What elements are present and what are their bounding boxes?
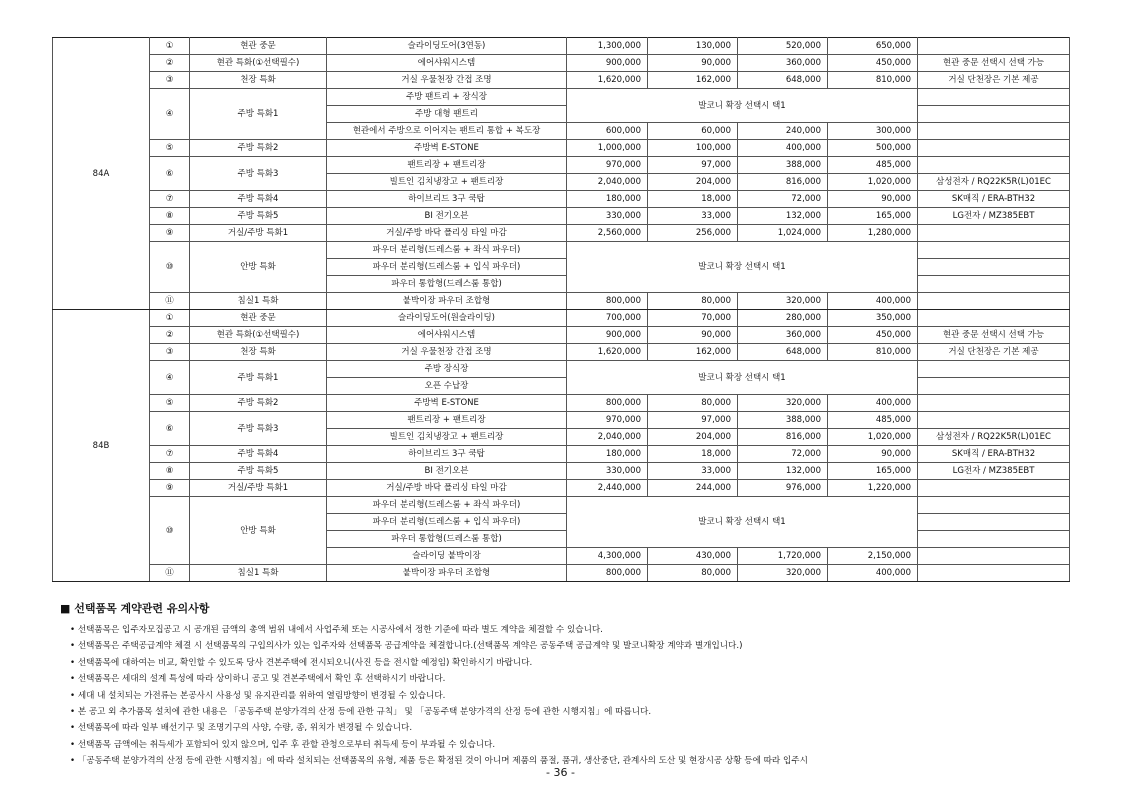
item-number: ⑧ bbox=[150, 208, 190, 225]
remark: 삼성전자 / RQ22K5R(L)01EC bbox=[918, 174, 1070, 191]
price-balance: 165,000 bbox=[828, 208, 918, 225]
price-middle: 320,000 bbox=[738, 293, 828, 310]
price-balance: 400,000 bbox=[828, 565, 918, 582]
remark bbox=[918, 225, 1070, 242]
price-deposit: 162,000 bbox=[648, 344, 738, 361]
price-balance: 350,000 bbox=[828, 310, 918, 327]
price-deposit: 204,000 bbox=[648, 429, 738, 446]
table-row bbox=[53, 225, 1070, 242]
price-total: 4,300,000 bbox=[567, 548, 648, 565]
price-total: 2,040,000 bbox=[567, 174, 648, 191]
price-middle: 240,000 bbox=[738, 123, 828, 140]
price-middle: 72,000 bbox=[738, 191, 828, 208]
price-total: 900,000 bbox=[567, 55, 648, 72]
table-row bbox=[53, 89, 1070, 106]
item-category: 주방 특화5 bbox=[190, 463, 327, 480]
price-deposit: 90,000 bbox=[648, 55, 738, 72]
item-category: 거실/주방 특화1 bbox=[190, 225, 327, 242]
price-middle: 360,000 bbox=[738, 327, 828, 344]
item-detail: 파우더 분리형(드레스룸 + 좌식 파우더) bbox=[327, 497, 567, 514]
price-middle: 388,000 bbox=[738, 412, 828, 429]
price-balance: 400,000 bbox=[828, 395, 918, 412]
price-middle: 520,000 bbox=[738, 38, 828, 55]
note-item: • 선택품목은 입주자모집공고 시 공개된 금액의 총액 범위 내에서 사업주체 또는 시공사에서 정한 기준에 따라 별도 계약을 체결할 수 있습니다. bbox=[70, 622, 1070, 638]
price-total: 180,000 bbox=[567, 446, 648, 463]
price-deposit: 256,000 bbox=[648, 225, 738, 242]
item-category: 주방 특화2 bbox=[190, 395, 327, 412]
item-detail: 슬라이딩도어(원슬라이딩) bbox=[327, 310, 567, 327]
remark bbox=[918, 157, 1070, 174]
note-item: • 선택품목에 대하여는 비교, 확인할 수 있도록 당사 견본주택에 전시되오니(사진 등을 전시할 예정임) 확인하시기 바랍니다. bbox=[70, 655, 1070, 671]
item-category: 현관 중문 bbox=[190, 38, 327, 55]
item-number: ⑩ bbox=[150, 497, 190, 565]
table-row bbox=[53, 55, 1070, 72]
notes-title: ■ 선택품목 계약관련 유의사항 bbox=[60, 602, 210, 615]
table-row bbox=[53, 412, 1070, 429]
remark bbox=[918, 123, 1070, 140]
price-deposit: 80,000 bbox=[648, 293, 738, 310]
price-middle: 388,000 bbox=[738, 157, 828, 174]
item-number: ④ bbox=[150, 89, 190, 140]
item-detail: 팬트리장 + 팬트리장 bbox=[327, 412, 567, 429]
item-detail: BI 전기오븐 bbox=[327, 208, 567, 225]
price-middle: 72,000 bbox=[738, 446, 828, 463]
table-row bbox=[53, 327, 1070, 344]
note-item: • 선택품목에 따라 일부 배선기구 및 조명기구의 사양, 수량, 종, 위치가 변경될 수 있습니다. bbox=[70, 720, 1070, 736]
remark bbox=[918, 293, 1070, 310]
item-category: 침실1 특화 bbox=[190, 293, 327, 310]
price-balance: 650,000 bbox=[828, 38, 918, 55]
balcony-note: 발코니 확장 선택시 택1 bbox=[567, 89, 918, 123]
remark: SK매직 / ERA-BTH32 bbox=[918, 191, 1070, 208]
remark: LG전자 / MZ385EBT bbox=[918, 463, 1070, 480]
item-category: 현관 특화(①선택필수) bbox=[190, 327, 327, 344]
price-deposit: 33,000 bbox=[648, 463, 738, 480]
price-total: 2,440,000 bbox=[567, 480, 648, 497]
item-number: ⑦ bbox=[150, 191, 190, 208]
price-balance: 300,000 bbox=[828, 123, 918, 140]
price-middle: 1,024,000 bbox=[738, 225, 828, 242]
item-number: ⑧ bbox=[150, 463, 190, 480]
price-balance: 1,020,000 bbox=[828, 429, 918, 446]
price-total: 800,000 bbox=[567, 565, 648, 582]
item-detail: 슬라이딩 붙박이장 bbox=[327, 548, 567, 565]
price-deposit: 100,000 bbox=[648, 140, 738, 157]
item-category: 주방 특화3 bbox=[190, 412, 327, 446]
item-detail: 주방 팬트리 + 장식장 bbox=[327, 89, 567, 106]
note-item: • 선택품목은 주택공급계약 체결 시 선택품목의 구입의사가 있는 입주자와 선택품목 공급계약을 체결합니다.(선택품목 계약은 공동주택 공급계약 및 발코니확장 계약과 별개입니다.) bbox=[70, 638, 1070, 654]
price-middle: 132,000 bbox=[738, 208, 828, 225]
table-row bbox=[53, 140, 1070, 157]
price-total: 330,000 bbox=[567, 208, 648, 225]
price-deposit: 18,000 bbox=[648, 191, 738, 208]
page-number: - 36 - bbox=[546, 766, 575, 779]
remark bbox=[918, 361, 1070, 378]
item-detail: 에어샤워시스템 bbox=[327, 327, 567, 344]
price-middle: 648,000 bbox=[738, 344, 828, 361]
note-item: • 선택품목은 세대의 설계 특성에 따라 상이하니 공고 및 견본주택에서 확인 후 선택하시기 바랍니다. bbox=[70, 671, 1070, 687]
table-row bbox=[53, 446, 1070, 463]
remark bbox=[918, 378, 1070, 395]
price-middle: 320,000 bbox=[738, 565, 828, 582]
item-category: 침실1 특화 bbox=[190, 565, 327, 582]
price-total: 1,620,000 bbox=[567, 344, 648, 361]
table-row bbox=[53, 480, 1070, 497]
item-detail: 빌트인 김치냉장고 + 팬트리장 bbox=[327, 174, 567, 191]
item-category: 주방 특화1 bbox=[190, 89, 327, 140]
table-row bbox=[53, 565, 1070, 582]
item-detail: BI 전기오븐 bbox=[327, 463, 567, 480]
item-number: ① bbox=[150, 310, 190, 327]
item-category: 천장 특화 bbox=[190, 344, 327, 361]
item-detail: 빌트인 김치냉장고 + 팬트리장 bbox=[327, 429, 567, 446]
price-middle: 400,000 bbox=[738, 140, 828, 157]
table-row bbox=[53, 395, 1070, 412]
price-balance: 400,000 bbox=[828, 293, 918, 310]
item-detail: 붙박이장 파우더 조합형 bbox=[327, 565, 567, 582]
price-middle: 1,720,000 bbox=[738, 548, 828, 565]
remark: SK매직 / ERA-BTH32 bbox=[918, 446, 1070, 463]
price-balance: 810,000 bbox=[828, 72, 918, 89]
remark: 현관 중문 선택시 선택 가능 bbox=[918, 55, 1070, 72]
item-detail: 파우더 통합형(드레스룸 통합) bbox=[327, 276, 567, 293]
remark bbox=[918, 565, 1070, 582]
item-category: 현관 특화(①선택필수) bbox=[190, 55, 327, 72]
unit-type: 84A bbox=[53, 38, 150, 310]
price-middle: 320,000 bbox=[738, 395, 828, 412]
item-detail: 거실 우물천장 간접 조명 bbox=[327, 344, 567, 361]
price-balance: 450,000 bbox=[828, 55, 918, 72]
remark bbox=[918, 38, 1070, 55]
price-deposit: 90,000 bbox=[648, 327, 738, 344]
table-row bbox=[53, 310, 1070, 327]
item-detail: 슬라이딩도어(3연동) bbox=[327, 38, 567, 55]
item-number: ④ bbox=[150, 361, 190, 395]
item-category: 안방 특화 bbox=[190, 497, 327, 565]
table-row bbox=[53, 463, 1070, 480]
remark bbox=[918, 514, 1070, 531]
table-row bbox=[53, 293, 1070, 310]
item-detail: 하이브리드 3구 쿡탑 bbox=[327, 446, 567, 463]
remark bbox=[918, 310, 1070, 327]
note-item: • 세대 내 설치되는 가전류는 본공사시 사용성 및 유지관리를 위하여 열림방향이 변경될 수 있습니다. bbox=[70, 688, 1070, 704]
remark: 삼성전자 / RQ22K5R(L)01EC bbox=[918, 429, 1070, 446]
balcony-note: 발코니 확장 선택시 택1 bbox=[567, 361, 918, 395]
price-total: 900,000 bbox=[567, 327, 648, 344]
table-row bbox=[53, 497, 1070, 514]
item-detail: 파우더 통합형(드레스룸 통합) bbox=[327, 531, 567, 548]
item-number: ⑪ bbox=[150, 565, 190, 582]
item-detail: 파우더 분리형(드레스룸 + 좌식 파우더) bbox=[327, 242, 567, 259]
item-number: ⑤ bbox=[150, 140, 190, 157]
item-category: 안방 특화 bbox=[190, 242, 327, 293]
note-item: • 「공동주택 분양가격의 산정 등에 관한 시행지침」에 따라 설치되는 선택품목의 유형, 제품 등은 확정된 것이 아니며 제품의 품절, 품귀, 생산중단, 관계사의 도산 및 현장시공 상황 등에 따라 입주시 bbox=[70, 753, 1070, 769]
price-deposit: 70,000 bbox=[648, 310, 738, 327]
remark bbox=[918, 548, 1070, 565]
item-detail: 거실/주방 바닥 폴리싱 타일 마감 bbox=[327, 480, 567, 497]
item-number: ① bbox=[150, 38, 190, 55]
price-deposit: 430,000 bbox=[648, 548, 738, 565]
item-detail: 붙박이장 파우더 조합형 bbox=[327, 293, 567, 310]
remark bbox=[918, 497, 1070, 514]
table-row bbox=[53, 191, 1070, 208]
price-balance: 500,000 bbox=[828, 140, 918, 157]
price-balance: 485,000 bbox=[828, 412, 918, 429]
item-detail: 거실 우물천장 간접 조명 bbox=[327, 72, 567, 89]
remark bbox=[918, 242, 1070, 259]
price-deposit: 60,000 bbox=[648, 123, 738, 140]
item-number: ③ bbox=[150, 344, 190, 361]
remark bbox=[918, 276, 1070, 293]
price-deposit: 162,000 bbox=[648, 72, 738, 89]
price-deposit: 97,000 bbox=[648, 412, 738, 429]
table-row bbox=[53, 208, 1070, 225]
item-number: ⑤ bbox=[150, 395, 190, 412]
item-category: 거실/주방 특화1 bbox=[190, 480, 327, 497]
remark: 현관 중문 선택시 선택 가능 bbox=[918, 327, 1070, 344]
item-number: ⑪ bbox=[150, 293, 190, 310]
item-number: ② bbox=[150, 55, 190, 72]
item-detail: 주방 대형 팬트리 bbox=[327, 106, 567, 123]
item-detail: 주방 장식장 bbox=[327, 361, 567, 378]
item-category: 주방 특화4 bbox=[190, 191, 327, 208]
price-total: 800,000 bbox=[567, 395, 648, 412]
table-row bbox=[53, 344, 1070, 361]
price-deposit: 18,000 bbox=[648, 446, 738, 463]
price-deposit: 80,000 bbox=[648, 565, 738, 582]
item-detail: 현관에서 주방으로 이어지는 팬트리 통합 + 복도장 bbox=[327, 123, 567, 140]
unit-type: 84B bbox=[53, 310, 150, 582]
item-number: ② bbox=[150, 327, 190, 344]
item-number: ⑨ bbox=[150, 480, 190, 497]
remark bbox=[918, 89, 1070, 106]
price-total: 700,000 bbox=[567, 310, 648, 327]
table-row bbox=[53, 361, 1070, 378]
remark bbox=[918, 480, 1070, 497]
item-detail: 에어샤워시스템 bbox=[327, 55, 567, 72]
remark: 거실 단천장은 기본 제공 bbox=[918, 344, 1070, 361]
price-balance: 810,000 bbox=[828, 344, 918, 361]
contract-notes bbox=[60, 600, 1070, 770]
price-balance: 2,150,000 bbox=[828, 548, 918, 565]
item-detail: 오픈 수납장 bbox=[327, 378, 567, 395]
item-number: ③ bbox=[150, 72, 190, 89]
price-deposit: 80,000 bbox=[648, 395, 738, 412]
table-row bbox=[53, 242, 1070, 259]
note-item: • 선택품목 금액에는 취득세가 포함되어 있지 않으며, 입주 후 관할 관청으로부터 취득세 등이 부과될 수 있습니다. bbox=[70, 737, 1070, 753]
price-total: 1,000,000 bbox=[567, 140, 648, 157]
price-total: 800,000 bbox=[567, 293, 648, 310]
price-deposit: 97,000 bbox=[648, 157, 738, 174]
price-balance: 1,280,000 bbox=[828, 225, 918, 242]
remark: LG전자 / MZ385EBT bbox=[918, 208, 1070, 225]
option-table-body bbox=[53, 38, 1070, 582]
price-middle: 132,000 bbox=[738, 463, 828, 480]
item-category: 주방 특화5 bbox=[190, 208, 327, 225]
price-deposit: 244,000 bbox=[648, 480, 738, 497]
item-detail: 팬트리장 + 팬트리장 bbox=[327, 157, 567, 174]
item-detail: 거실/주방 바닥 폴리싱 타일 마감 bbox=[327, 225, 567, 242]
price-total: 970,000 bbox=[567, 157, 648, 174]
balcony-note: 발코니 확장 선택시 택1 bbox=[567, 242, 918, 293]
table-row bbox=[53, 72, 1070, 89]
price-balance: 485,000 bbox=[828, 157, 918, 174]
notes-list bbox=[60, 622, 1070, 770]
remark bbox=[918, 259, 1070, 276]
price-middle: 816,000 bbox=[738, 429, 828, 446]
price-balance: 165,000 bbox=[828, 463, 918, 480]
price-middle: 976,000 bbox=[738, 480, 828, 497]
price-total: 600,000 bbox=[567, 123, 648, 140]
price-balance: 1,220,000 bbox=[828, 480, 918, 497]
item-detail: 주방벽 E-STONE bbox=[327, 395, 567, 412]
remark bbox=[918, 412, 1070, 429]
item-number: ⑨ bbox=[150, 225, 190, 242]
item-category: 주방 특화1 bbox=[190, 361, 327, 395]
price-total: 180,000 bbox=[567, 191, 648, 208]
item-detail: 하이브리드 3구 쿡탑 bbox=[327, 191, 567, 208]
price-total: 1,300,000 bbox=[567, 38, 648, 55]
price-total: 330,000 bbox=[567, 463, 648, 480]
price-deposit: 204,000 bbox=[648, 174, 738, 191]
price-total: 2,560,000 bbox=[567, 225, 648, 242]
price-total: 970,000 bbox=[567, 412, 648, 429]
price-total: 1,620,000 bbox=[567, 72, 648, 89]
price-middle: 648,000 bbox=[738, 72, 828, 89]
price-balance: 90,000 bbox=[828, 191, 918, 208]
remark bbox=[918, 395, 1070, 412]
remark bbox=[918, 531, 1070, 548]
price-middle: 280,000 bbox=[738, 310, 828, 327]
price-balance: 450,000 bbox=[828, 327, 918, 344]
price-balance: 90,000 bbox=[828, 446, 918, 463]
remark: 거실 단천장은 기본 제공 bbox=[918, 72, 1070, 89]
item-number: ⑥ bbox=[150, 157, 190, 191]
item-number: ⑦ bbox=[150, 446, 190, 463]
price-middle: 816,000 bbox=[738, 174, 828, 191]
item-category: 주방 특화4 bbox=[190, 446, 327, 463]
item-number: ⑥ bbox=[150, 412, 190, 446]
remark bbox=[918, 140, 1070, 157]
remark bbox=[918, 106, 1070, 123]
note-item: • 본 공고 외 추가품목 설치에 관한 내용은 「공동주택 분양가격의 산정 등에 관한 규칙」 및 「공동주택 분양가격의 산정 등에 관한 시행지침」에 따릅니다. bbox=[70, 704, 1070, 720]
item-category: 현관 중문 bbox=[190, 310, 327, 327]
item-category: 주방 특화2 bbox=[190, 140, 327, 157]
price-balance: 1,020,000 bbox=[828, 174, 918, 191]
option-price-table bbox=[52, 37, 1070, 582]
item-number: ⑩ bbox=[150, 242, 190, 293]
price-deposit: 33,000 bbox=[648, 208, 738, 225]
item-category: 천장 특화 bbox=[190, 72, 327, 89]
table-row bbox=[53, 38, 1070, 55]
price-middle: 360,000 bbox=[738, 55, 828, 72]
price-deposit: 130,000 bbox=[648, 38, 738, 55]
item-detail: 주방벽 E-STONE bbox=[327, 140, 567, 157]
price-total: 2,040,000 bbox=[567, 429, 648, 446]
item-detail: 파우더 분리형(드레스룸 + 입식 파우더) bbox=[327, 259, 567, 276]
item-category: 주방 특화3 bbox=[190, 157, 327, 191]
item-detail: 파우더 분리형(드레스룸 + 입식 파우더) bbox=[327, 514, 567, 531]
table-row bbox=[53, 157, 1070, 174]
balcony-note: 발코니 확장 선택시 택1 bbox=[567, 497, 918, 548]
